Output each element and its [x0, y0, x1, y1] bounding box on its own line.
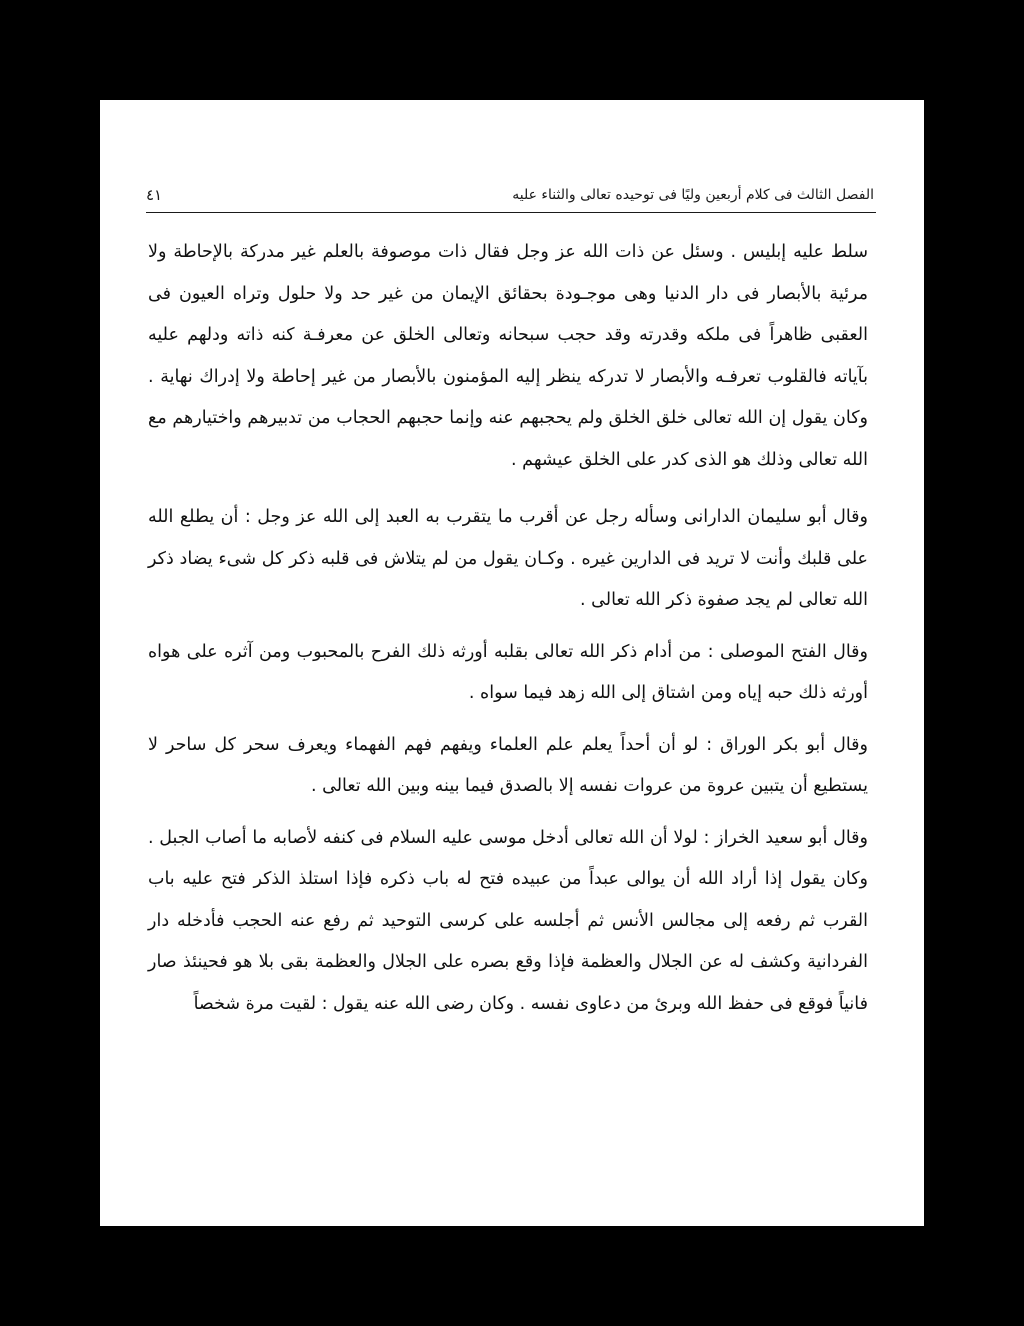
page-body [148, 232, 868, 1025]
paragraph: سلط عليه إبليس . وسئل عن ذات الله عز وجل فقال ذات موصوفة بالعلم غير مدركة بالإحاطة ولا مرئية بالأبصار فى دار الدنيا وهى موجـودة بحقائق الإيمان من غير حد ولا حلول وتراه العيون فى العقبى ظاهراً فى ملكه وقدرته وقد حجب سبحانه وتعالى الخلق عن معرفـة كنه ذاته ودلهم عليه بآياته فالقلوب تعرفـه والأبصار لا تدركه ينظر إليه المؤمنون بالأبصار من غير إحاطة ولا إدراك نهاية . وكان يقول إن الله تعالى خلق الخلق ولم يحجبهم عنه وإنما حجبهم الحجاب من تدبيرهم واختيارهم مع الله تعالى وذلك هو الذى كدر على الخلق عيشهم . [148, 242, 868, 470]
paragraph: وقال أبو بكر الوراق : لو أن أحداً يعلم علم العلماء ويفهم فهم الفهماء ويعرف سحر كل ساحر لا يستطيع أن يتبين عروة من عروات نفسه إلا بالصدق فيما بينه وبين الله تعالى . [148, 734, 868, 796]
chapter-title: الفصل الثالث فى كلام أربعين وليًا فى توحيده تعالى والثناء عليه [512, 187, 874, 203]
header-divider [146, 212, 876, 213]
book-page [100, 100, 924, 1226]
page-number: ٤١ [146, 186, 163, 204]
paragraph: وقال أبو سعيد الخراز : لولا أن الله تعالى أدخل موسى عليه السلام فى كنفه لأصابه ما أصاب الجبل . وكان يقول إذا أراد الله أن يوالى عبداً من عبيده فتح له باب ذكره فإذا استلذ الذكر فتح عليه باب القرب ثم رفعه إلى مجالس الأنس ثم أجلسه على كرسى التوحيد ثم رفع عنه الحجب فأدخله دار الفردانية وكشف له عن الجلال والعظمة فإذا وقع بصره على الجلال والعظمة بقى بلا هو فحينئذ صار فانياً فوقع فى حفظ الله وبرئ من دعاوى نفسه . وكان رضى الله عنه يقول : لقيت مرة شخصاً [148, 827, 868, 1014]
running-header [146, 184, 874, 206]
paragraph: وقال أبو سليمان الدارانى وسأله رجل عن أقرب ما يتقرب به العبد إلى الله عز وجل : أن يطلع الله على قلبك وأنت لا تريد فى الدارين غيره . وكـان يقول من لم يتلاش فى قلبه ذكر كل شىء يضاد ذكر الله تعالى لم يجد صفوة ذكر الله تعالى . [148, 507, 868, 610]
paragraph: وقال الفتح الموصلى : من أدام ذكر الله تعالى بقلبه أورثه ذلك الفرح بالمحبوب ومن آثره على هواه أورثه ذلك حبه إياه ومن اشتاق إلى الله زهد فيما سواه . [148, 641, 868, 703]
